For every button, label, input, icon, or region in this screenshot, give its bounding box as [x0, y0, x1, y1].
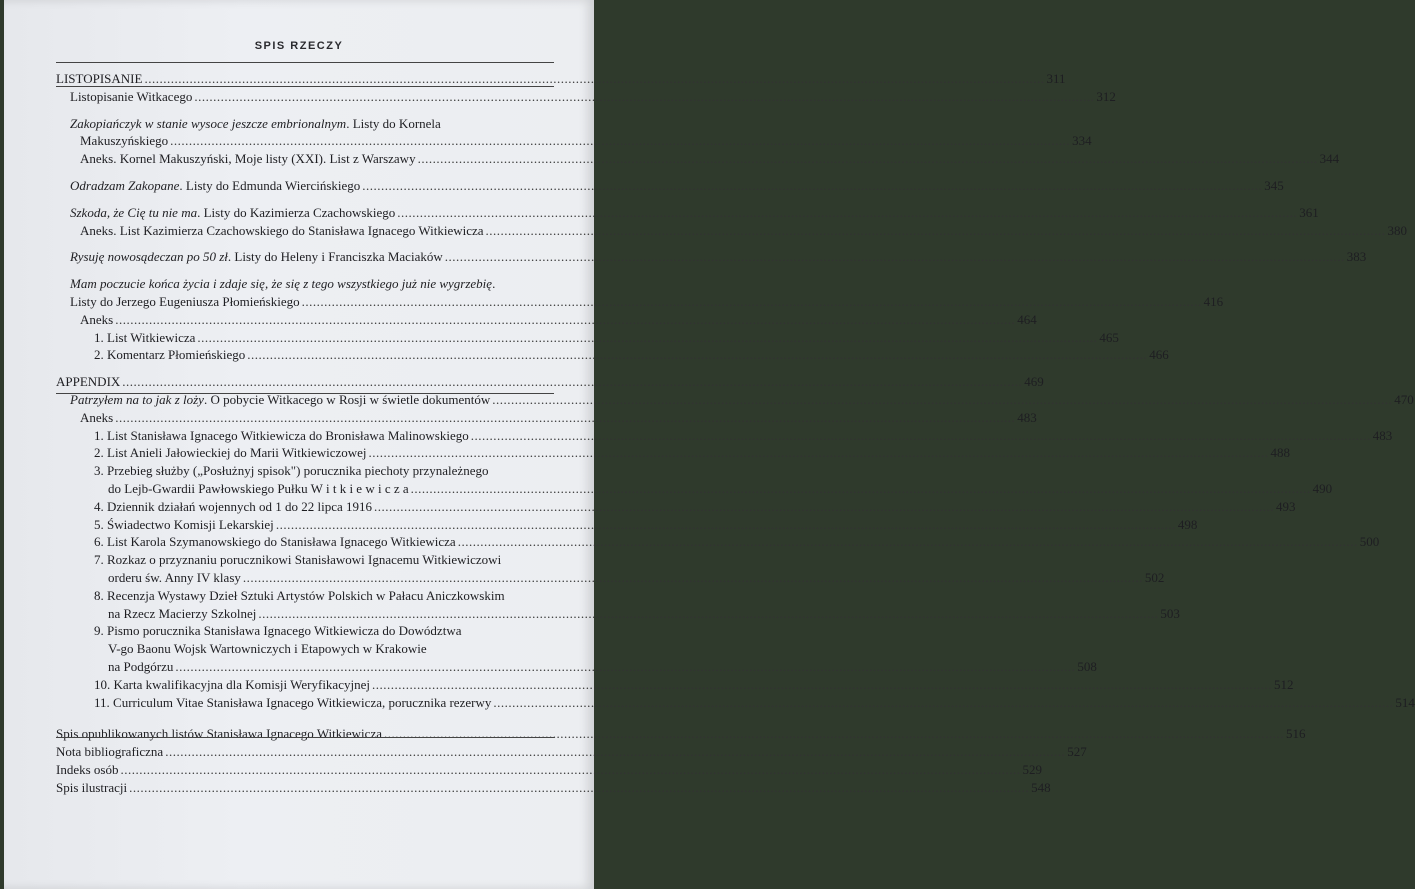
toc-entry: Odradzam Zakopane. Listy do Edmunda Wiercińskiego ..... 345 [56, 177, 554, 195]
toc-entry: 5. Świadectwo Komisji Lekarskiej ..... 498 [56, 516, 554, 534]
toc-entry: Spis ilustracji ..... 548 [56, 779, 554, 797]
toc-entry: 6. List Karola Szymanowskiego do Stanisława Ignacego Witkiewicza ..... 500 [56, 533, 554, 551]
toc-entry: LISTOPISANIE ..... 311 [56, 70, 554, 88]
toc-entry: Patrzyłem na to jak z loży. O pobycie Witkacego w Rosji w świetle dokumentów ..... 470 [56, 391, 554, 409]
section-rule [56, 737, 554, 738]
toc-entry: na Rzecz Macierzy Szkolnej ..... 503 [56, 605, 554, 623]
toc-entry: Makuszyńskiego ..... 334 [56, 132, 554, 150]
toc-entry: Aneks. List Kazimierza Czachowskiego do Stanisława Ignacego Witkiewicza ..... 380 [56, 222, 554, 240]
toc-entry: APPENDIX ..... 469 [56, 373, 554, 391]
toc-entry: 7. Rozkaz o przyznaniu porucznikowi Stanisławowi Ignacemu Witkiewiczowi [94, 552, 502, 568]
table-of-contents [56, 70, 1415, 796]
toc-entry: 10. Karta kwalifikacyjna dla Komisji Weryfikacyjnej ..... 512 [56, 676, 554, 694]
toc-entry: Listy do Jerzego Eugeniusza Płomieńskiego ..... 416 [56, 293, 554, 311]
toc-entry: Aneks ..... 464 [56, 311, 554, 329]
toc-entry: Nota bibliograficzna ..... 527 [56, 743, 554, 761]
toc-entry: 8. Recenzja Wystawy Dzieł Sztuki Artystów Polskich w Pałacu Aniczkowskim [94, 587, 505, 603]
header-rule [56, 62, 554, 63]
toc-entry: 1. List Witkiewicza ..... 465 [56, 329, 554, 347]
section-rule [56, 393, 554, 394]
toc-entry: 3. Przebieg służby („Posłużnyj spisok") porucznika piechoty przynależnego [94, 463, 489, 479]
toc-entry: na Podgórzu ..... 508 [56, 658, 554, 676]
toc-entry: Mam poczucie końca życia i zdaje się, że się z tego wszystkiego już nie wygrzebię. [70, 276, 496, 292]
toc-entry: orderu św. Anny IV klasy ..... 502 [56, 569, 554, 587]
toc-entry: Spis opublikowanych listów Stanisława Ignacego Witkiewicza ..... 516 [56, 725, 554, 743]
toc-entry: 2. List Anieli Jałowieckiej do Marii Witkiewiczowej ..... 488 [56, 444, 554, 462]
toc-entry: 11. Curriculum Vitae Stanisława Ignacego Witkiewicza, porucznika rezerwy ..... 514 [56, 694, 554, 712]
toc-entry: Aneks. Kornel Makuszyński, Moje listy (XXI). List z Warszawy ..... 344 [56, 150, 554, 168]
toc-entry: Listopisanie Witkacego ..... 312 [56, 88, 554, 106]
toc-entry: 1. List Stanisława Ignacego Witkiewicza do Bronisława Malinowskiego ..... 483 [56, 427, 554, 445]
toc-entry: do Lejb-Gwardii Pawłowskiego Pułku W i t k i e w i c z a ..... 490 [56, 480, 554, 498]
section-rule [56, 86, 554, 87]
toc-entry: 9. Pismo porucznika Stanisława Ignacego Witkiewicza do Dowództwa [94, 623, 462, 639]
toc-entry: Zakopiańczyk w stanie wysoce jeszcze embrionalnym. Listy do Kornela [70, 115, 441, 131]
toc-entry: 4. Dziennik działań wojennych od 1 do 22 lipca 1916 ..... 493 [56, 498, 554, 516]
toc-entry: Indeks osób ..... 529 [56, 761, 554, 779]
toc-entry: Rysuję nowosądeczan po 50 zł. Listy do Heleny i Franciszka Maciaków ..... 383 [56, 248, 554, 266]
book-page [4, 0, 1415, 889]
toc-entry: Aneks ..... 483 [56, 409, 554, 427]
toc-entry: 2. Komentarz Płomieńskiego ..... 466 [56, 346, 554, 364]
running-header: SPIS RZECZY [254, 40, 344, 52]
toc-entry: Szkoda, że Cię tu nie ma. Listy do Kazimierza Czachowskiego ..... 361 [56, 204, 554, 222]
toc-entry: V-go Baonu Wojsk Wartowniczych i Etapowych w Krakowie [108, 641, 427, 657]
